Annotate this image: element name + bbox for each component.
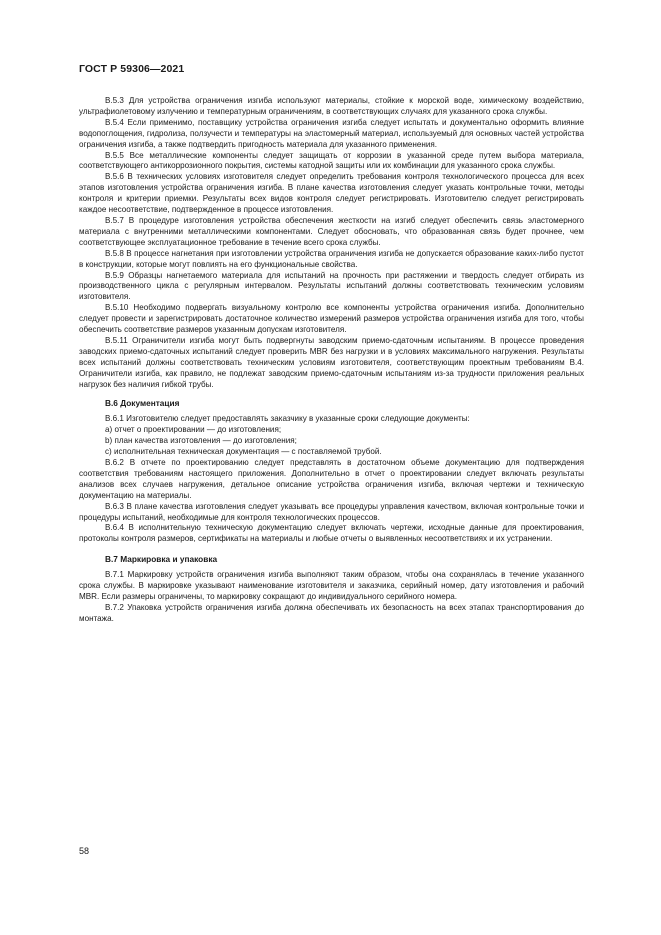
paragraph-b-5-6: В.5.6 В технических условиях изготовителя следует определить требования контроля технологического процесса для всех этапов изготовления устройства ограничения изгиба. В плане качества изготовления следует указать контрольные точки, методы контроля и критерии приемки. Результаты всех видов контроля следует регистрировать. Изготовителю следует регистрировать каждое несоответствие, подтвержденное в процессе изготовления.: [79, 172, 584, 215]
document-header: ГОСТ Р 59306—2021: [79, 63, 185, 75]
paragraph-b-5-3: В.5.3 Для устройства ограничения изгиба используют материалы, стойкие к морской воде, химическому воздействию, ультрафиолетовому излучению и температурным ограничениям, в соответствующих случаях для указанного срока службы.: [79, 96, 584, 116]
paragraph-b-7-2: В.7.2 Упаковка устройств ограничения изгиба должна обеспечивать их безопасность на всех этапах транспортирования до монтажа.: [79, 602, 584, 623]
paragraph-b-6-2: В.6.2 В отчете по проектированию следует представлять в достаточном объеме документацию для подтверждения соответствия требованиям настоящего приложения. Дополнительно в отчет о проектировании следует включать результаты анализов всех случаев нагружения, детальное описание устройства ограничения изгиба, включая чертежи и техническую документацию на материалы.: [79, 458, 584, 500]
list-item-c: c) исполнительная техническая документация — с поставляемой трубой.: [105, 447, 382, 457]
paragraph-b-5-9: В.5.9 Образцы нагнетаемого материала для испытаний на прочность при растяжении и твердость следует отбирать из производственного цикла с регулярным интервалом. Результаты испытаний должны соответствовать техническим условиям изготовителя.: [79, 270, 584, 302]
list-item-a: a) отчет о проектировании — до изготовления;: [105, 425, 282, 435]
paragraph-b-6-4: В.6.4 В исполнительную техническую документацию следует включать чертежи, исходные данные для проектирования, протоколы контроля размеров, сертификаты на материалы и любые отчеты о выявленных несоответствиях и их устранении.: [79, 523, 584, 544]
paragraph-b-5-8: В.5.8 В процессе нагнетания при изготовлении устройства ограничения изгиба не допускается образование каких-либо пустот в конструкции, которые могут повлиять на его функциональные свойства.: [79, 248, 584, 269]
page-number: 58: [79, 846, 90, 856]
paragraph-b-5-11: В.5.11 Ограничители изгиба могут быть подвергнуты заводским приемо-сдаточным испытаниям. В процессе проведения заводских приемо-сдаточных испытаний следует проверить MBR без нагрузки и в условиях максимального нагружения. Результаты всех испытаний должны соответствовать техническим условиям изготовителя, соответствующим проектным требованиям В.4. Ограничители изгиба, как правило, не подлежат заводским приемо-сдаточным испытаниям из-за трудности приложения реальных нагрузок без наличия гибкой трубы.: [79, 335, 584, 389]
paragraph-b-5-7: В.5.7 В процедуре изготовления устройства обеспечения жесткости на изгиб следует обеспечить связь эластомерного материала с внутренними металлическими компонентами. Следует обосновать, что образованная связь будет прочнее, чем соответствующее эксплуатационное требование в течение всего срока службы.: [79, 215, 584, 247]
paragraph-b-5-4: В.5.4 Если применимо, поставщику устройства ограничения изгиба следует испытать и документально оформить влияние водопоглощения, гидролиза, ползучести и температуры на эластомерный материал, используемый для основных частей устройства ограничения изгиба, а также подтвердить пригодность материала для указанного применения.: [79, 117, 584, 149]
paragraph-b-5-5: В.5.5 Все металлические компоненты следует защищать от коррозии в указанной среде путем выбора материала, соответствующего антикоррозионного покрытия, системы катодной защиты или их комбинации для указанного срока службы.: [79, 150, 584, 171]
paragraph-b-5-10: В.5.10 Необходимо подвергать визуальному контролю все компоненты устройства ограничения изгиба. Дополнительно следует провести и зарегистрировать достаточное количество измерений размеров устройства ограничения изгиба для того, чтобы обеспечить соответствие размеров указанным допускам изготовителя.: [79, 303, 584, 335]
paragraph-b-6-1: В.6.1 Изготовителю следует предоставлять заказчику в указанные сроки следующие документы:: [105, 414, 470, 424]
paragraph-b-7-1: В.7.1 Маркировку устройств ограничения изгиба выполняют таким образом, чтобы она сохранялась в течение указанного срока службы. В маркировке указывают наименование изготовителя и заказчика, серийный номер, дату изготовления и рабочий MBR. Если размеры ограничены, то маркировку сокращают до индивидуального серийного номера.: [79, 570, 584, 601]
section-heading-documentation: В.6 Документация: [105, 398, 180, 409]
section-heading-marking-packaging: В.7 Маркировка и упаковка: [105, 554, 218, 565]
list-item-b: b) план качества изготовления — до изготовления;: [105, 436, 297, 446]
paragraph-b-6-3: В.6.3 В плане качества изготовления следует указывать все процедуры управления качеством, включая контрольные точки и процедуры испытаний, необходимые для контроля технологических процессов.: [79, 501, 584, 522]
document-body: [79, 96, 584, 625]
